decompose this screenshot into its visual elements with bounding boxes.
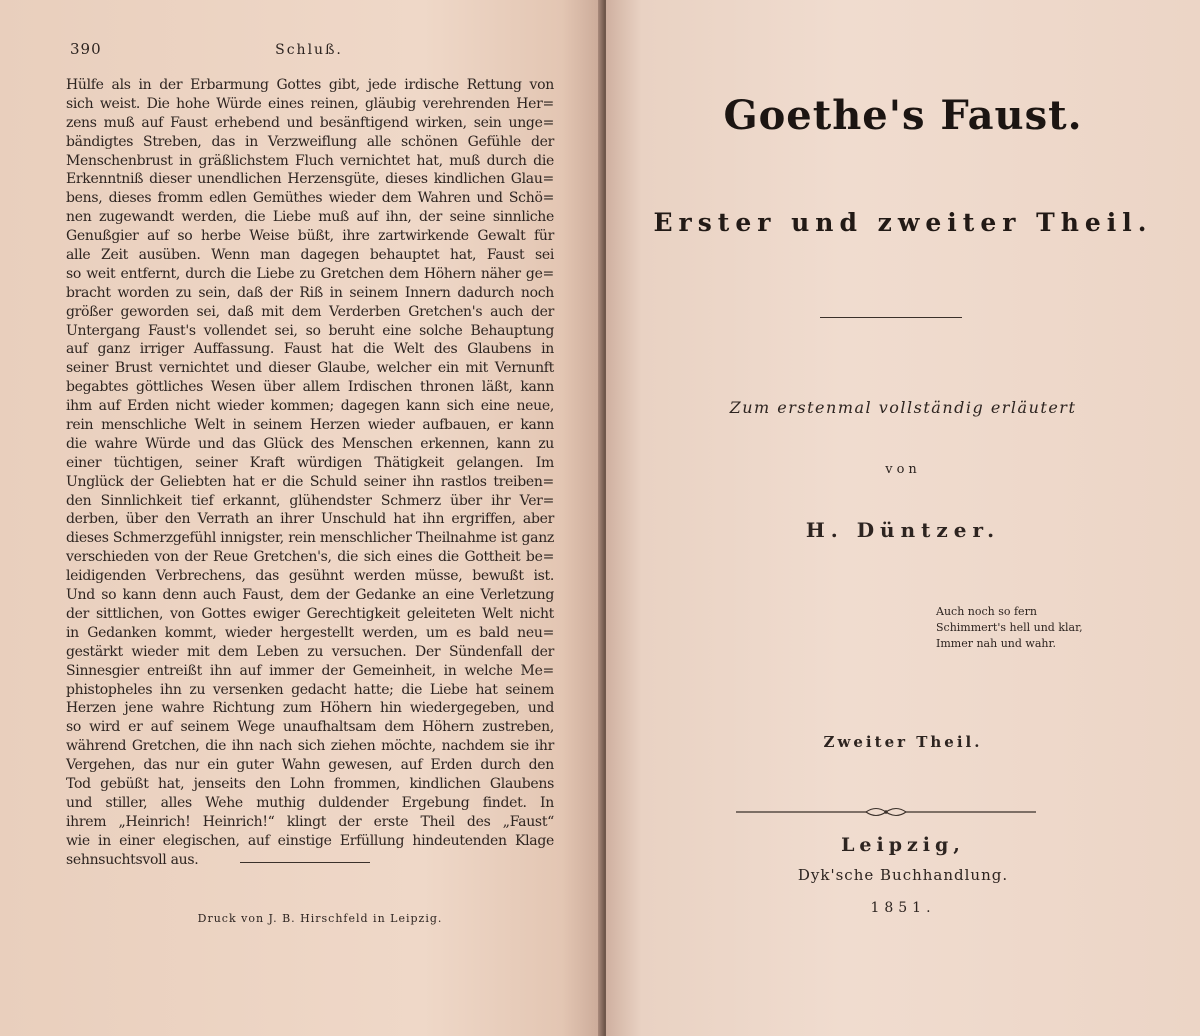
text-line: Hülfe als in der Erbarmung Gottes gibt, jede irdische Rettung von (66, 77, 554, 93)
text-line: während Gretchen, die ihn nach sich ziehen möchte, nachdem sie ihr (66, 738, 554, 755)
text-line: auf ganz irriger Auffassung. Faust hat die Welt des Glaubens in (66, 341, 554, 358)
text-line: zens muß auf Faust erhebend und besänftigend wirken, sein unge= (66, 114, 554, 131)
text-line: Menschenbrust in gräßlichstem Fluch vernichtet hat, muß durch die (66, 152, 554, 169)
epigraph-line: Auch noch so fern (936, 605, 1037, 618)
part-label: Zweiter Theil. (823, 733, 983, 751)
epigraph-line: Schimmert's hell und klar, (936, 621, 1083, 634)
text-line: und stiller, alles Wehe muthig duldender Ergebung findet. In (66, 794, 554, 811)
author-name: H. Düntzer. (805, 518, 1001, 542)
text-line: rein menschliche Welt in seinem Herzen wieder aufbauen, er kann (66, 417, 554, 434)
text-line: Herzen jene wahre Richtung zum Höhern hin wiedergegeben, und (66, 700, 554, 717)
page-number: 390 (70, 40, 102, 58)
by-line: von (885, 462, 921, 477)
annotation-line: Zum erstenmal vollständig erläutert (729, 398, 1077, 417)
text-line: wie in einer elegischen, auf einstige Erfüllung hindeutenden Klage (66, 832, 554, 849)
book-subtitle: Erster und zweiter Theil. (653, 208, 1153, 237)
end-rule (240, 862, 370, 863)
text-line: bändigtes Streben, das in Verzweiflung alle schönen Gefühle der (66, 133, 554, 150)
text-line: derben, über den Verrath an ihrer Unschuld hat ihn ergriffen, aber (66, 511, 554, 528)
printer-note: Druck von J. B. Hirschfeld in Leipzig. (197, 912, 443, 925)
text-line: ihm auf Erden nicht wieder kommen; dagegen kann sich eine neue, (66, 398, 554, 415)
text-line: phistopheles ihn zu versenken gedacht hatte; die Liebe hat seinem (66, 681, 554, 698)
text-line: bens, dieses fromm edlen Gemüthes wieder dem Wahren und Schö= (66, 190, 554, 207)
text-line: sehnsuchtsvoll aus. (66, 851, 199, 868)
text-line: so weit entfernt, durch die Liebe zu Gretchen dem Höhern näher ge= (66, 265, 554, 282)
running-head (70, 40, 548, 62)
text-line: Tod gebüßt hat, jenseits den Lohn frommen, kindlichen Glaubens (66, 775, 554, 792)
text-line: so wird er auf seinem Wege unaufhaltsam dem Höhern zustreben, (66, 719, 554, 736)
ornamental-rule (736, 804, 1036, 820)
text-line: Und so kann denn auch Faust, dem der Gedanke an eine Verletzung (66, 587, 554, 604)
text-line: größer geworden sei, daß mit dem Verderben Gretchen's auch der (66, 303, 554, 320)
text-line: dieses Schmerzgefühl innigster, rein menschlicher Theilnahme ist ganz (66, 530, 554, 547)
text-line: Vergehen, das nur ein guter Wahn gewesen, auf Erden durch den (66, 757, 554, 774)
epigraph-line: Immer nah und wahr. (936, 637, 1057, 650)
text-line: bracht worden zu sein, daß der Riß in seinem Innern dadurch noch (66, 284, 554, 301)
text-line: verschieden von der Reue Gretchen's, die sich eines die Gottheit be= (66, 549, 554, 566)
title-page (606, 0, 1200, 1036)
book-title: Goethe's Faust. (723, 92, 1083, 139)
text-line: ihrem „Heinrich! Heinrich!“ klingt der erste Theil des „Faust“ (66, 813, 554, 830)
text-line: Erkenntniß dieser unendlichen Herzensgüte, dieses kindlichen Glau= (66, 171, 554, 188)
text-line: einer tüchtigen, seiner Kraft würdigen Thätigkeit gelangen. Im (66, 454, 554, 471)
text-line: gestärkt wieder mit dem Leben zu versuchen. Der Sündenfall der (66, 643, 554, 660)
imprint-publisher: Dyk'sche Buchhandlung. (797, 866, 1009, 884)
text-line: sich weist. Die hohe Würde eines reinen, gläubig verehrenden Her= (66, 95, 554, 112)
text-line: Sinnesgier entreißt ihn auf immer der Gemeinheit, in welche Me= (66, 662, 554, 679)
imprint-year: 1851. (870, 900, 936, 916)
text-line: nen zugewandt werden, die Liebe muß auf ihn, der seine sinnliche (66, 209, 554, 226)
text-line: die wahre Würde und das Glück des Menschen erkennen, kann zu (66, 435, 554, 452)
text-line: alle Zeit ausüben. Wenn man dagegen behauptet hat, Faust sei (66, 247, 554, 264)
text-line: in Gedanken kommt, wieder hergestellt werden, um es bald neu= (66, 624, 554, 641)
imprint-place: Leipzig, (841, 834, 965, 856)
text-line: Untergang Faust's vollendet sei, so beruht eine solche Behauptung (66, 322, 554, 339)
text-line: begabtes göttliches Wesen über allem Irdischen thronen läßt, kann (66, 379, 554, 396)
text-line: Genußgier auf so herbe Weise büßt, ihre zartwirkende Gewalt für (66, 228, 554, 245)
text-line: seiner Brust vernichtet und dieser Glaube, welcher ein mit Vernunft (66, 360, 554, 377)
text-line: leidigenden Verbrechens, das gesühnt werden müsse, bewußt ist. (66, 568, 554, 585)
title-rule (820, 317, 962, 318)
epigraph (936, 604, 1083, 652)
text-line: Unglück der Geliebten hat er die Schuld seiner ihn rastlos treiben= (66, 473, 554, 490)
running-title: Schluß. (275, 42, 343, 58)
text-line: den Sinnlichkeit tief erkannt, glühendster Schmerz über ihr Ver= (66, 492, 554, 509)
body-text (66, 76, 554, 869)
text-line: der sittlichen, von Gottes ewiger Gerechtigkeit geleiteten Welt nicht (66, 605, 554, 622)
